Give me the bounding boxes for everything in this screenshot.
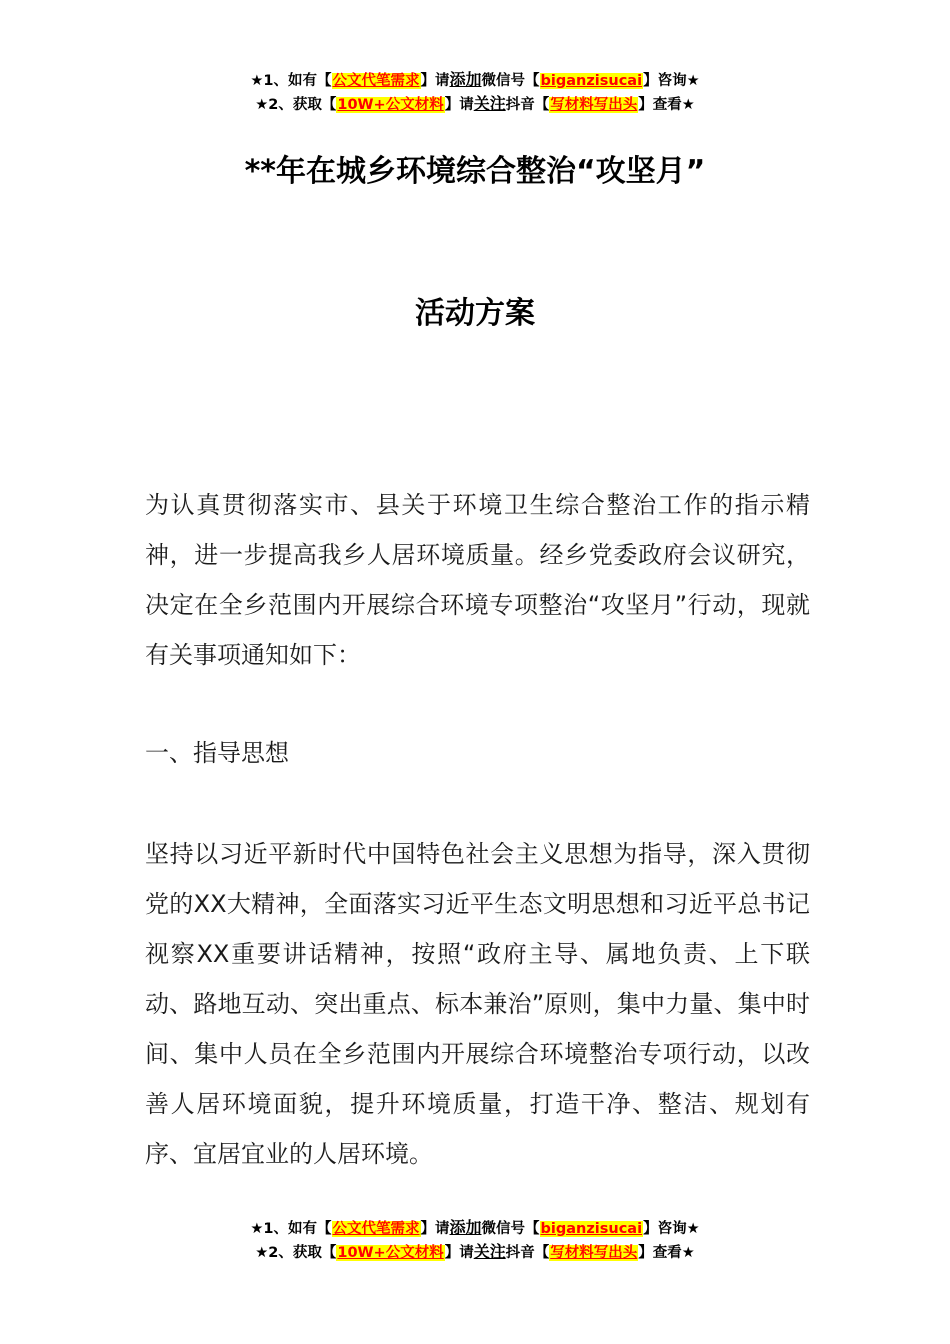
banner-line-1-middle: 】请 (420, 73, 450, 89)
banner-emphasis-add: 添加 (449, 70, 482, 89)
section-1-paragraph: 坚持以习近平新时代中国特色社会主义思想为指导，深入贯彻党的XX大精神，全面落实习近平生态文明思想和习近平总书记视察XX重要讲话精神，按照“政府主导、属地负责、上下联动、路地互动、突出重点、标本兼治”原则，集中力量、集中时间、集中人员在全乡范围内开展综合环境整治专项行动，以改善人居环境面貌，提升环境质量，打造干净、整洁、规划有序、宜居宜业的人居环境。 (145, 840, 810, 1168)
section-1-heading: 一、指导思想 (145, 739, 289, 767)
footer-line-1-prefix: ★1、如有【 (250, 1221, 332, 1237)
footer-line-2-suffix: 】查看★ (638, 1245, 695, 1261)
footer-emphasis-add: 添加 (449, 1218, 482, 1237)
footer-banner-line-2 (0, 1240, 950, 1264)
footer-line-1-middle-2: 微信号【 (481, 1221, 540, 1237)
banner-line-1-middle-2: 微信号【 (481, 73, 540, 89)
banner-highlight-douyin-account: 写材料写出头 (550, 97, 638, 113)
banner-line-1-prefix: ★1、如有【 (250, 73, 332, 89)
footer-line-1-middle: 】请 (420, 1221, 450, 1237)
banner-highlight-wechat-id: biganzisucai (540, 73, 643, 89)
footer-highlight-douyin-account: 写材料写出头 (550, 1245, 638, 1261)
document-title-line-2: 活动方案 (415, 296, 535, 331)
banner-highlight-service: 公文代笔需求 (332, 73, 420, 89)
banner-highlight-materials: 10W+公文材料 (337, 97, 444, 113)
footer-highlight-service: 公文代笔需求 (332, 1221, 420, 1237)
banner-line-2-middle: 】请 (444, 97, 474, 113)
banner-line-1 (0, 68, 950, 92)
banner-line-2 (0, 92, 950, 116)
footer-highlight-materials: 10W+公文材料 (337, 1245, 444, 1261)
footer-line-2-middle-2: 抖音【 (505, 1245, 550, 1261)
banner-line-2-middle-2: 抖音【 (505, 97, 550, 113)
footer-banner (0, 1216, 950, 1264)
document-title-line-1: **年在城乡环境综合整治“攻坚月” (244, 154, 706, 189)
banner-line-1-suffix: 】咨询★ (643, 73, 700, 89)
footer-emphasis-follow: 关注 (473, 1242, 506, 1261)
footer-line-1-suffix: 】咨询★ (643, 1221, 700, 1237)
banner-line-2-prefix: ★2、获取【 (255, 97, 337, 113)
footer-highlight-wechat-id: biganzisucai (540, 1221, 643, 1237)
header-banner (0, 68, 950, 116)
banner-line-2-suffix: 】查看★ (638, 97, 695, 113)
footer-line-2-middle: 】请 (444, 1245, 474, 1261)
banner-emphasis-follow: 关注 (473, 94, 506, 113)
footer-banner-line-1 (0, 1216, 950, 1240)
footer-line-2-prefix: ★2、获取【 (255, 1245, 337, 1261)
intro-paragraph: 为认真贯彻落实市、县关于环境卫生综合整治工作的指示精神，进一步提高我乡人居环境质量。经乡党委政府会议研究，决定在全乡范围内开展综合环境专项整治“攻坚月”行动，现就有关事项通知如下： (145, 491, 810, 669)
